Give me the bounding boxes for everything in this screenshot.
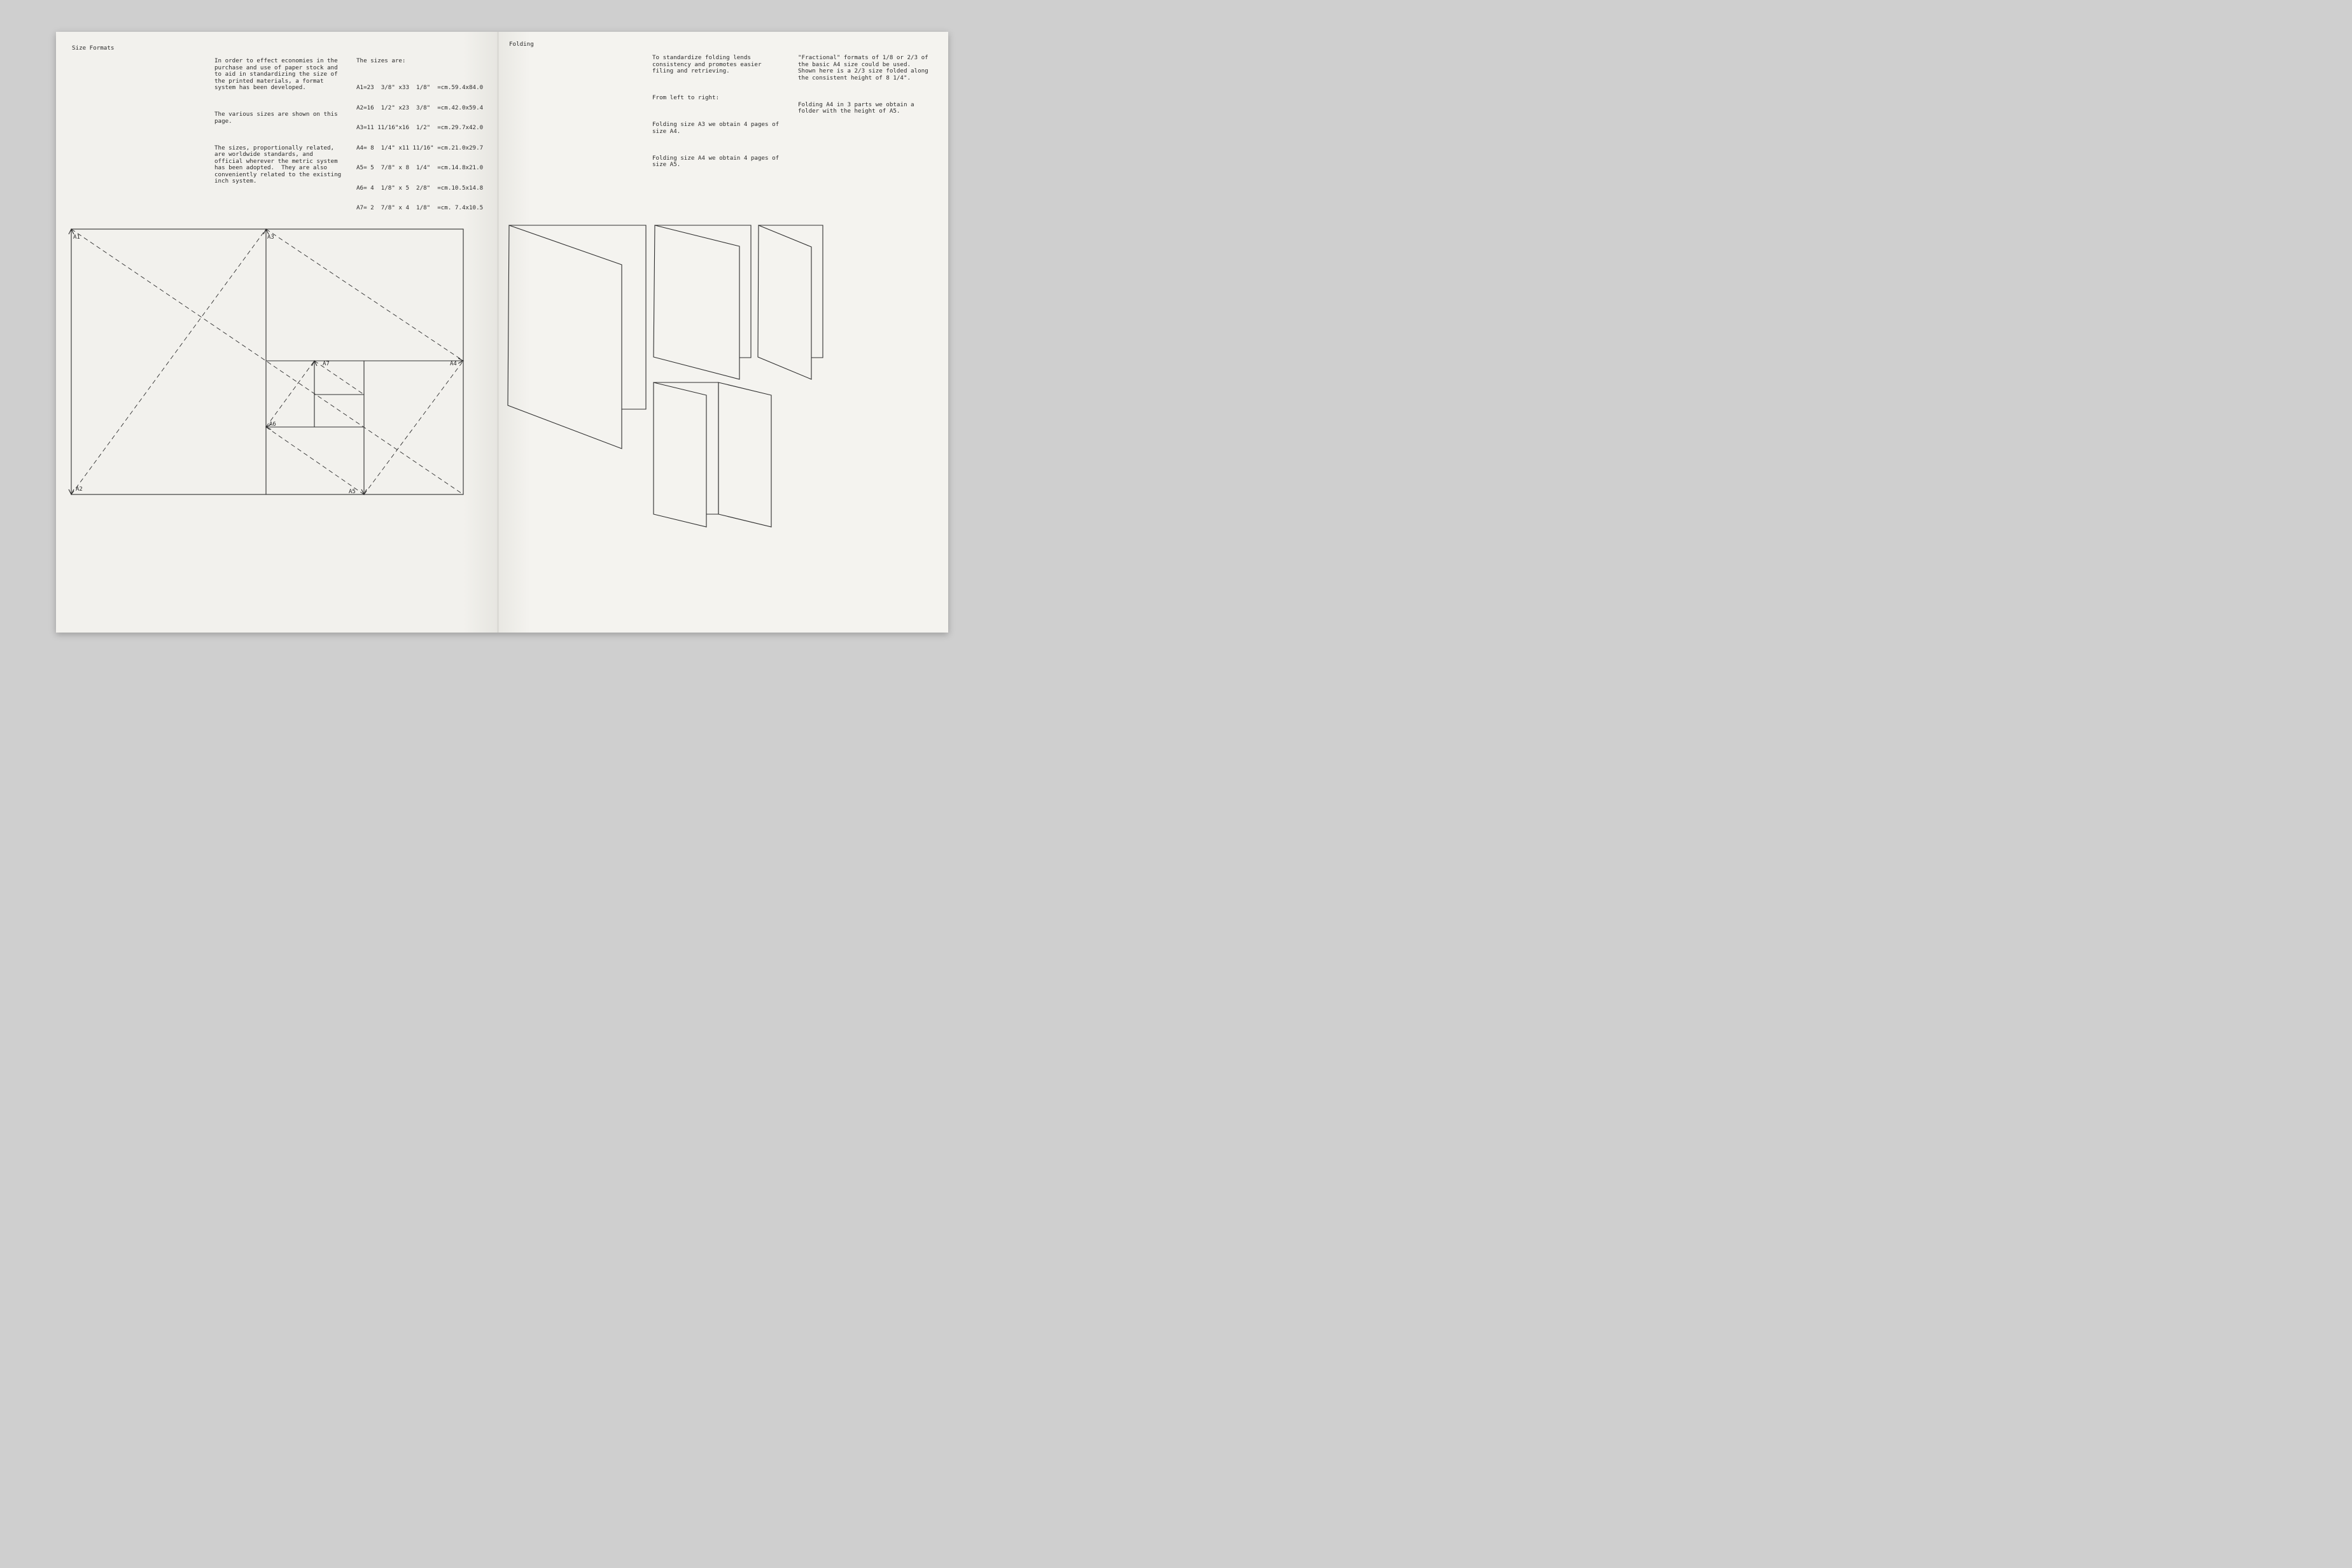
fold-three-parts-drawing: [654, 382, 771, 527]
fold-a3-drawing: [508, 225, 646, 449]
a4-diagonal: [364, 361, 463, 494]
fractional-paragraph-1: "Fractional" formats of 1/8 or 2/3 of the basic A4 size could be used. Shown here is a 2/3 size folded along the consistent height of 8 1/4".: [798, 54, 928, 81]
size-formats-heading: Size Formats: [72, 45, 115, 52]
right-page: [499, 32, 948, 633]
size-row-a3: A3=11 11/16"x16 1/2" =cm.29.7x42.0: [356, 124, 484, 131]
label-a5: A5: [349, 489, 356, 495]
label-a4: A4: [450, 361, 457, 367]
sizes-heading: The sizes are:: [356, 57, 406, 64]
a2-diagonal: [71, 229, 266, 494]
folding-heading: Folding: [509, 41, 534, 48]
fractional-paragraph-2: Folding A4 in 3 parts we obtain a folder with the height of A5.: [798, 101, 914, 115]
size-row-a2: A2=16 1/2" x23 3/8" =cm.42.0x59.4: [356, 104, 484, 111]
size-row-a4: A4= 8 1/4" x11 11/16" =cm.21.0x29.7: [356, 144, 484, 151]
size-row-a7: A7= 2 7/8" x 4 1/8" =cm. 7.4x10.5: [356, 204, 484, 211]
left-page: [56, 32, 499, 633]
a3-diagonal: [266, 229, 463, 361]
label-a2: A2: [76, 486, 83, 493]
folding-paragraph-3: Folding size A3 we obtain 4 pages of size A4.: [652, 121, 780, 135]
size-row-a1: A1=23 3/8" x33 1/8" =cm.59.4x84.0: [356, 84, 484, 91]
intro-paragraph-1: In order to effect economies in the purchase and use of paper stock and to aid in standardizing the size of the printed materials, a format system has been developed.: [214, 57, 338, 91]
fold-two-thirds-drawing: [758, 225, 823, 379]
size-row-a6: A6= 4 1/8" x 5 2/8" =cm.10.5x14.8: [356, 184, 484, 192]
folding-diagram: [499, 32, 948, 633]
fold-a4-drawing: [654, 225, 751, 379]
a7-diagonal: [314, 361, 364, 395]
intro-paragraph-2: The various sizes are shown on this page.: [214, 111, 338, 125]
label-a3: A3: [267, 234, 274, 241]
folding-paragraph-1: To standardize folding lends consistency and promotes easier filing and retrieving.: [652, 54, 762, 74]
label-a6: A6: [269, 421, 276, 428]
size-row-a5: A5= 5 7/8" x 8 1/4" =cm.14.8x21.0: [356, 164, 484, 171]
label-a1: A1: [73, 234, 80, 241]
folding-paragraph-4: Folding size A4 we obtain 4 pages of size A5.: [652, 154, 780, 168]
label-a7: A7: [323, 361, 330, 367]
a1-diagonal: [71, 229, 463, 494]
a5-diagonal: [266, 427, 364, 494]
size-formats-diagram: [56, 32, 499, 633]
intro-paragraph-3: The sizes, proportionally related, are worldwide standards, and official wherever the metric system has been adopted. They are also conveniently related to the existing inch system.: [214, 144, 342, 185]
folding-paragraph-2: From left to right:: [652, 94, 720, 101]
a6-diagonal: [266, 361, 314, 427]
booklet-spread: [56, 32, 948, 633]
